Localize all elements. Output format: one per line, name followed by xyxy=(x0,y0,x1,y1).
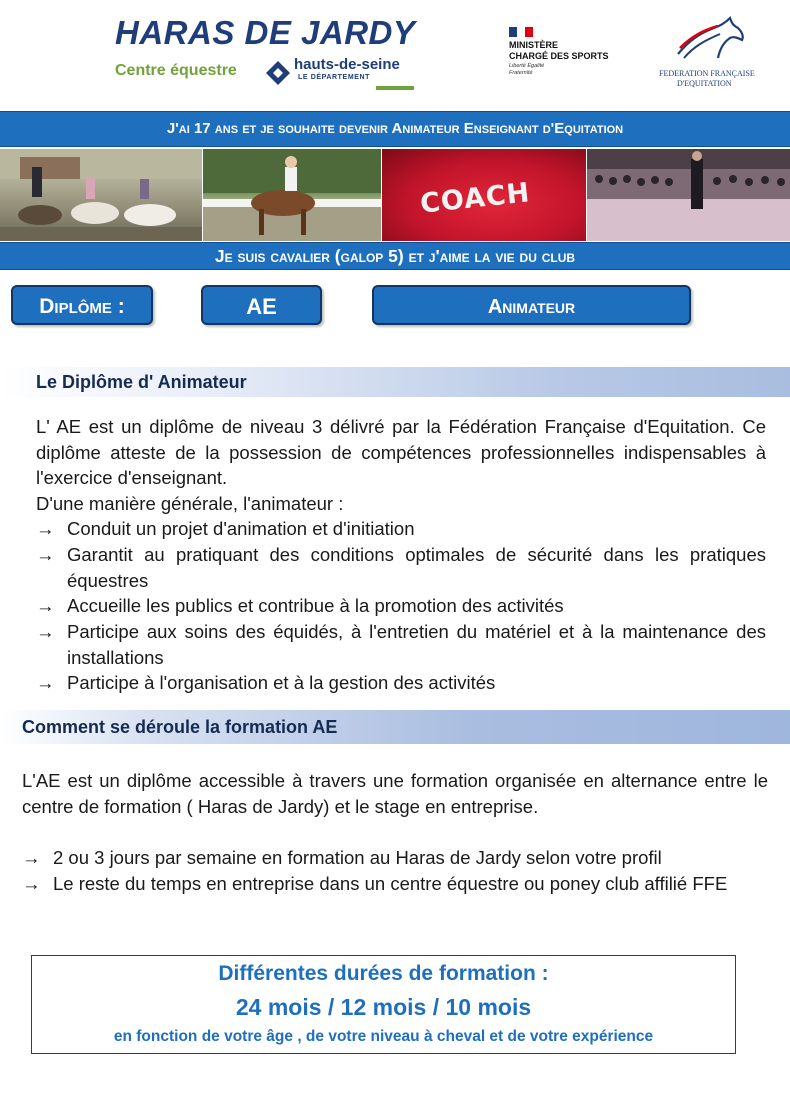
federation-line1: FEDERATION FRANÇAISE xyxy=(659,69,755,78)
mid-banner: Je suis cavalier (galop 5) et j'aime la vie du club xyxy=(0,242,790,270)
arrow-icon: → xyxy=(36,544,55,565)
list-item xyxy=(36,619,766,670)
coach-text: COACH xyxy=(418,177,532,220)
section1-paragraph xyxy=(36,414,766,516)
french-flag-icon xyxy=(509,27,535,37)
arrow-icon: → xyxy=(22,847,41,868)
duration-values: 24 mois / 12 mois / 10 mois xyxy=(235,994,532,1020)
section2-paragraph: L'AE est un diplôme accessible à travers une formation organisée en alternance entre le centre de formation ( Haras de Jardy) et le stage en entreprise. xyxy=(22,770,768,817)
list-item xyxy=(22,845,768,871)
bullet-text: Accueille les publics et contribue à la promotion des activités xyxy=(67,595,564,616)
duration-note: en fonction de votre âge , de votre niveau à cheval et de votre expérience xyxy=(113,1028,654,1045)
brand-subtitle: Centre équestre xyxy=(115,62,237,79)
list-item xyxy=(36,516,766,542)
diploma-label-box: Diplôme : xyxy=(11,285,153,325)
bullet-text: 2 ou 3 jours par semaine en formation au Haras de Jardy selon votre profil xyxy=(53,847,662,868)
ministry-line2: CHARGÉ DES SPORTS xyxy=(509,51,609,61)
department-logo-name: hauts-de-seine xyxy=(294,56,400,73)
photo-dressage-rider xyxy=(203,149,381,241)
bullet-text: Le reste du temps en entreprise dans un centre équestre ou poney club affilié FFE xyxy=(53,873,728,894)
section1-description: L' AE est un diplôme de niveau 3 délivré par la Fédération Française d'Equitation. Ce diplôme atteste de la possession de compétences professionnelles indispensables à l'exercice d'enseignant. xyxy=(36,416,766,488)
federation-horse-logo-icon xyxy=(668,14,746,66)
photo-indoor-arena-audience xyxy=(587,149,790,241)
duration-title: Différentes durées de formation : xyxy=(218,962,549,985)
arrow-icon: → xyxy=(36,595,55,616)
list-item xyxy=(36,670,766,696)
section1-intro: D'une manière générale, l'animateur : xyxy=(36,492,344,514)
ministry-motto: Liberté Égalité Fraternité xyxy=(509,63,545,76)
department-logo-tagline: LE DÉPARTEMENT xyxy=(298,74,371,81)
arrow-icon: → xyxy=(36,672,55,693)
list-item xyxy=(36,542,766,593)
federation-line2: D'EQUITATION xyxy=(677,79,732,88)
photo-coach-jacket xyxy=(382,149,586,241)
list-item xyxy=(36,593,766,619)
duration-box xyxy=(31,955,736,1054)
top-banner: J'ai 17 ans et je souhaite devenir Animateur Enseignant d'Equitation xyxy=(0,111,790,147)
bullet-text: Garantit au pratiquant des conditions optimales de sécurité dans les pratiques équestres xyxy=(67,544,766,591)
arrow-icon: → xyxy=(22,873,41,894)
diploma-code-box: AE xyxy=(201,285,322,325)
section-heading-diploma: Le Diplôme d' Animateur xyxy=(0,367,790,397)
bullet-text: Participe à l'organisation et à la gestion des activités xyxy=(67,672,496,693)
bullet-text: Conduit un projet d'animation et d'initiation xyxy=(67,518,415,539)
ministry-line1: MINISTÈRE xyxy=(509,40,559,50)
arrow-icon: → xyxy=(36,621,55,642)
section-heading-training: Comment se déroule la formation AE xyxy=(0,710,790,744)
photo-riders-ponies xyxy=(0,149,202,241)
diploma-name-box: Animateur xyxy=(372,285,691,325)
bullet-text: Participe aux soins des équidés, à l'entretien du matériel et à la maintenance des installations xyxy=(67,621,766,668)
arrow-icon: → xyxy=(36,518,55,539)
brand-title: HARAS DE JARDY xyxy=(115,14,416,51)
list-item xyxy=(22,871,768,922)
